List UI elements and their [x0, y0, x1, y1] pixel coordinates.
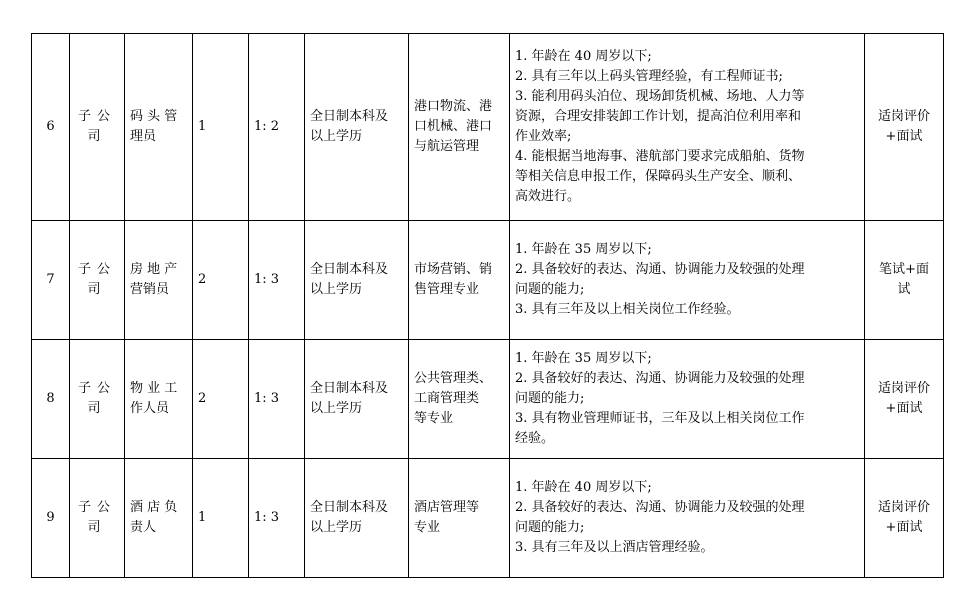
major-cell-line: 口机械、港口 [414, 119, 493, 134]
position-cell-line: 酒 店 负 [130, 500, 178, 515]
position-cell-line: 理员 [130, 129, 157, 144]
position-cell [125, 34, 193, 221]
position-cell [125, 221, 193, 340]
requirements-cell-line: 1. 年龄在 35 周岁以下; [515, 242, 652, 257]
method-cell-line: 适岗评价 [877, 500, 930, 515]
major-cell [409, 34, 510, 221]
requirements-cell-line: 1. 年龄在 40 周岁以下; [515, 49, 652, 64]
unit-cell-line: 子公 [77, 109, 116, 124]
requirements-cell-line: 等相关信息申报工作，保障码头生产安全、顺利、 [515, 169, 802, 184]
major-cell-line: 酒店管理等 [414, 500, 480, 515]
requirements-cell-line: 3. 具有物业管理师证书，三年及以上相关岗位工作 [515, 411, 805, 426]
headcount-cell: 1 [193, 34, 249, 221]
table-row [32, 340, 944, 459]
position-cell-line: 责人 [130, 520, 157, 535]
unit-cell-line: 司 [87, 401, 107, 416]
requirements-cell-line: 4. 能根据当地海事、港航部门要求完成船舶、货物 [515, 149, 805, 164]
ratio-cell: 1: 3 [249, 221, 305, 340]
requirements-cell-line: 问题的能力; [515, 391, 585, 406]
unit-cell-line: 司 [87, 520, 107, 535]
method-cell-line: 适岗评价 [877, 381, 930, 396]
requirements-cell-line: 2. 具备较好的表达、沟通、协调能力及较强的处理 [515, 371, 805, 386]
unit-cell-line: 子公 [77, 262, 116, 277]
major-cell-line: 售管理专业 [414, 282, 480, 297]
requirements-cell-line: 1. 年龄在 40 周岁以下; [515, 480, 652, 495]
requirements-cell [510, 340, 865, 459]
major-cell [409, 340, 510, 459]
row-number: 6 [32, 34, 70, 221]
major-cell [409, 459, 510, 578]
method-cell [865, 221, 944, 340]
unit-cell-line: 子公 [77, 381, 116, 396]
education-cell-line: 以上学历 [310, 520, 363, 535]
requirements-cell [510, 459, 865, 578]
unit-cell [70, 221, 125, 340]
position-cell-line: 码 头 管 [130, 109, 178, 124]
recruitment-table [31, 33, 944, 578]
education-cell-line: 以上学历 [310, 282, 363, 297]
requirements-cell-line: 高效进行。 [515, 189, 581, 204]
position-cell-line: 房 地 产 [130, 262, 178, 277]
major-cell-line: 港口物流、港 [414, 99, 493, 114]
major-cell-line: 与航运管理 [414, 139, 480, 154]
row-number: 8 [32, 340, 70, 459]
row-number: 9 [32, 459, 70, 578]
unit-cell-line: 子公 [77, 500, 116, 515]
ratio-cell: 1: 2 [249, 34, 305, 221]
method-cell-line: +面试 [885, 401, 923, 416]
headcount-cell: 2 [193, 340, 249, 459]
method-cell-line: +面试 [885, 520, 923, 535]
ratio-cell: 1: 3 [249, 459, 305, 578]
method-cell-line: 适岗评价 [877, 109, 930, 124]
ratio-cell: 1: 3 [249, 340, 305, 459]
table-row [32, 221, 944, 340]
requirements-cell-line: 1. 年龄在 35 周岁以下; [515, 351, 652, 366]
table-row [32, 459, 944, 578]
table-row [32, 34, 944, 221]
position-cell-line: 作人员 [130, 401, 170, 416]
requirements-cell [510, 34, 865, 221]
requirements-cell [510, 221, 865, 340]
education-cell [305, 221, 409, 340]
position-cell [125, 340, 193, 459]
requirements-cell-line: 2. 具备较好的表达、沟通、协调能力及较强的处理 [515, 500, 805, 515]
education-cell-line: 以上学历 [310, 401, 363, 416]
table-body [32, 34, 944, 578]
requirements-cell-line: 资源，合理安排装卸工作计划，提高泊位利用率和 [515, 109, 802, 124]
unit-cell [70, 340, 125, 459]
major-cell-line: 工商管理类 [414, 391, 480, 406]
education-cell-line: 全日制本科及 [310, 381, 389, 396]
requirements-cell-line: 3. 能利用码头泊位、现场卸货机械、场地、人力等 [515, 89, 805, 104]
requirements-cell-line: 2. 具备较好的表达、沟通、协调能力及较强的处理 [515, 262, 805, 277]
requirements-cell-line: 作业效率; [515, 129, 572, 144]
method-cell [865, 34, 944, 221]
requirements-cell-line: 2. 具有三年以上码头管理经验，有工程师证书; [515, 69, 783, 84]
headcount-cell: 1 [193, 459, 249, 578]
major-cell-line: 市场营销、销 [414, 262, 493, 277]
education-cell-line: 以上学历 [310, 129, 363, 144]
method-cell-line: 笔试+面 [879, 262, 929, 277]
requirements-cell-line: 问题的能力; [515, 520, 585, 535]
method-cell-line: 试 [897, 282, 911, 297]
position-cell [125, 459, 193, 578]
requirements-cell-line: 问题的能力; [515, 282, 585, 297]
requirements-cell-line: 3. 具有三年及以上酒店管理经验。 [515, 540, 714, 555]
method-cell-line: +面试 [885, 129, 923, 144]
method-cell [865, 459, 944, 578]
unit-cell-line: 司 [87, 129, 107, 144]
major-cell-line: 专业 [414, 520, 441, 535]
unit-cell [70, 34, 125, 221]
row-number: 7 [32, 221, 70, 340]
education-cell-line: 全日制本科及 [310, 109, 389, 124]
education-cell [305, 34, 409, 221]
major-cell [409, 221, 510, 340]
education-cell-line: 全日制本科及 [310, 500, 389, 515]
major-cell-line: 公共管理类、 [414, 371, 493, 386]
method-cell [865, 340, 944, 459]
position-cell-line: 物 业 工 [130, 381, 178, 396]
education-cell [305, 340, 409, 459]
education-cell-line: 全日制本科及 [310, 262, 389, 277]
unit-cell [70, 459, 125, 578]
headcount-cell: 2 [193, 221, 249, 340]
unit-cell-line: 司 [87, 282, 107, 297]
requirements-cell-line: 经验。 [515, 431, 555, 446]
major-cell-line: 等专业 [414, 411, 454, 426]
education-cell [305, 459, 409, 578]
requirements-cell-line: 3. 具有三年及以上相关岗位工作经验。 [515, 302, 740, 317]
position-cell-line: 营销员 [130, 282, 170, 297]
